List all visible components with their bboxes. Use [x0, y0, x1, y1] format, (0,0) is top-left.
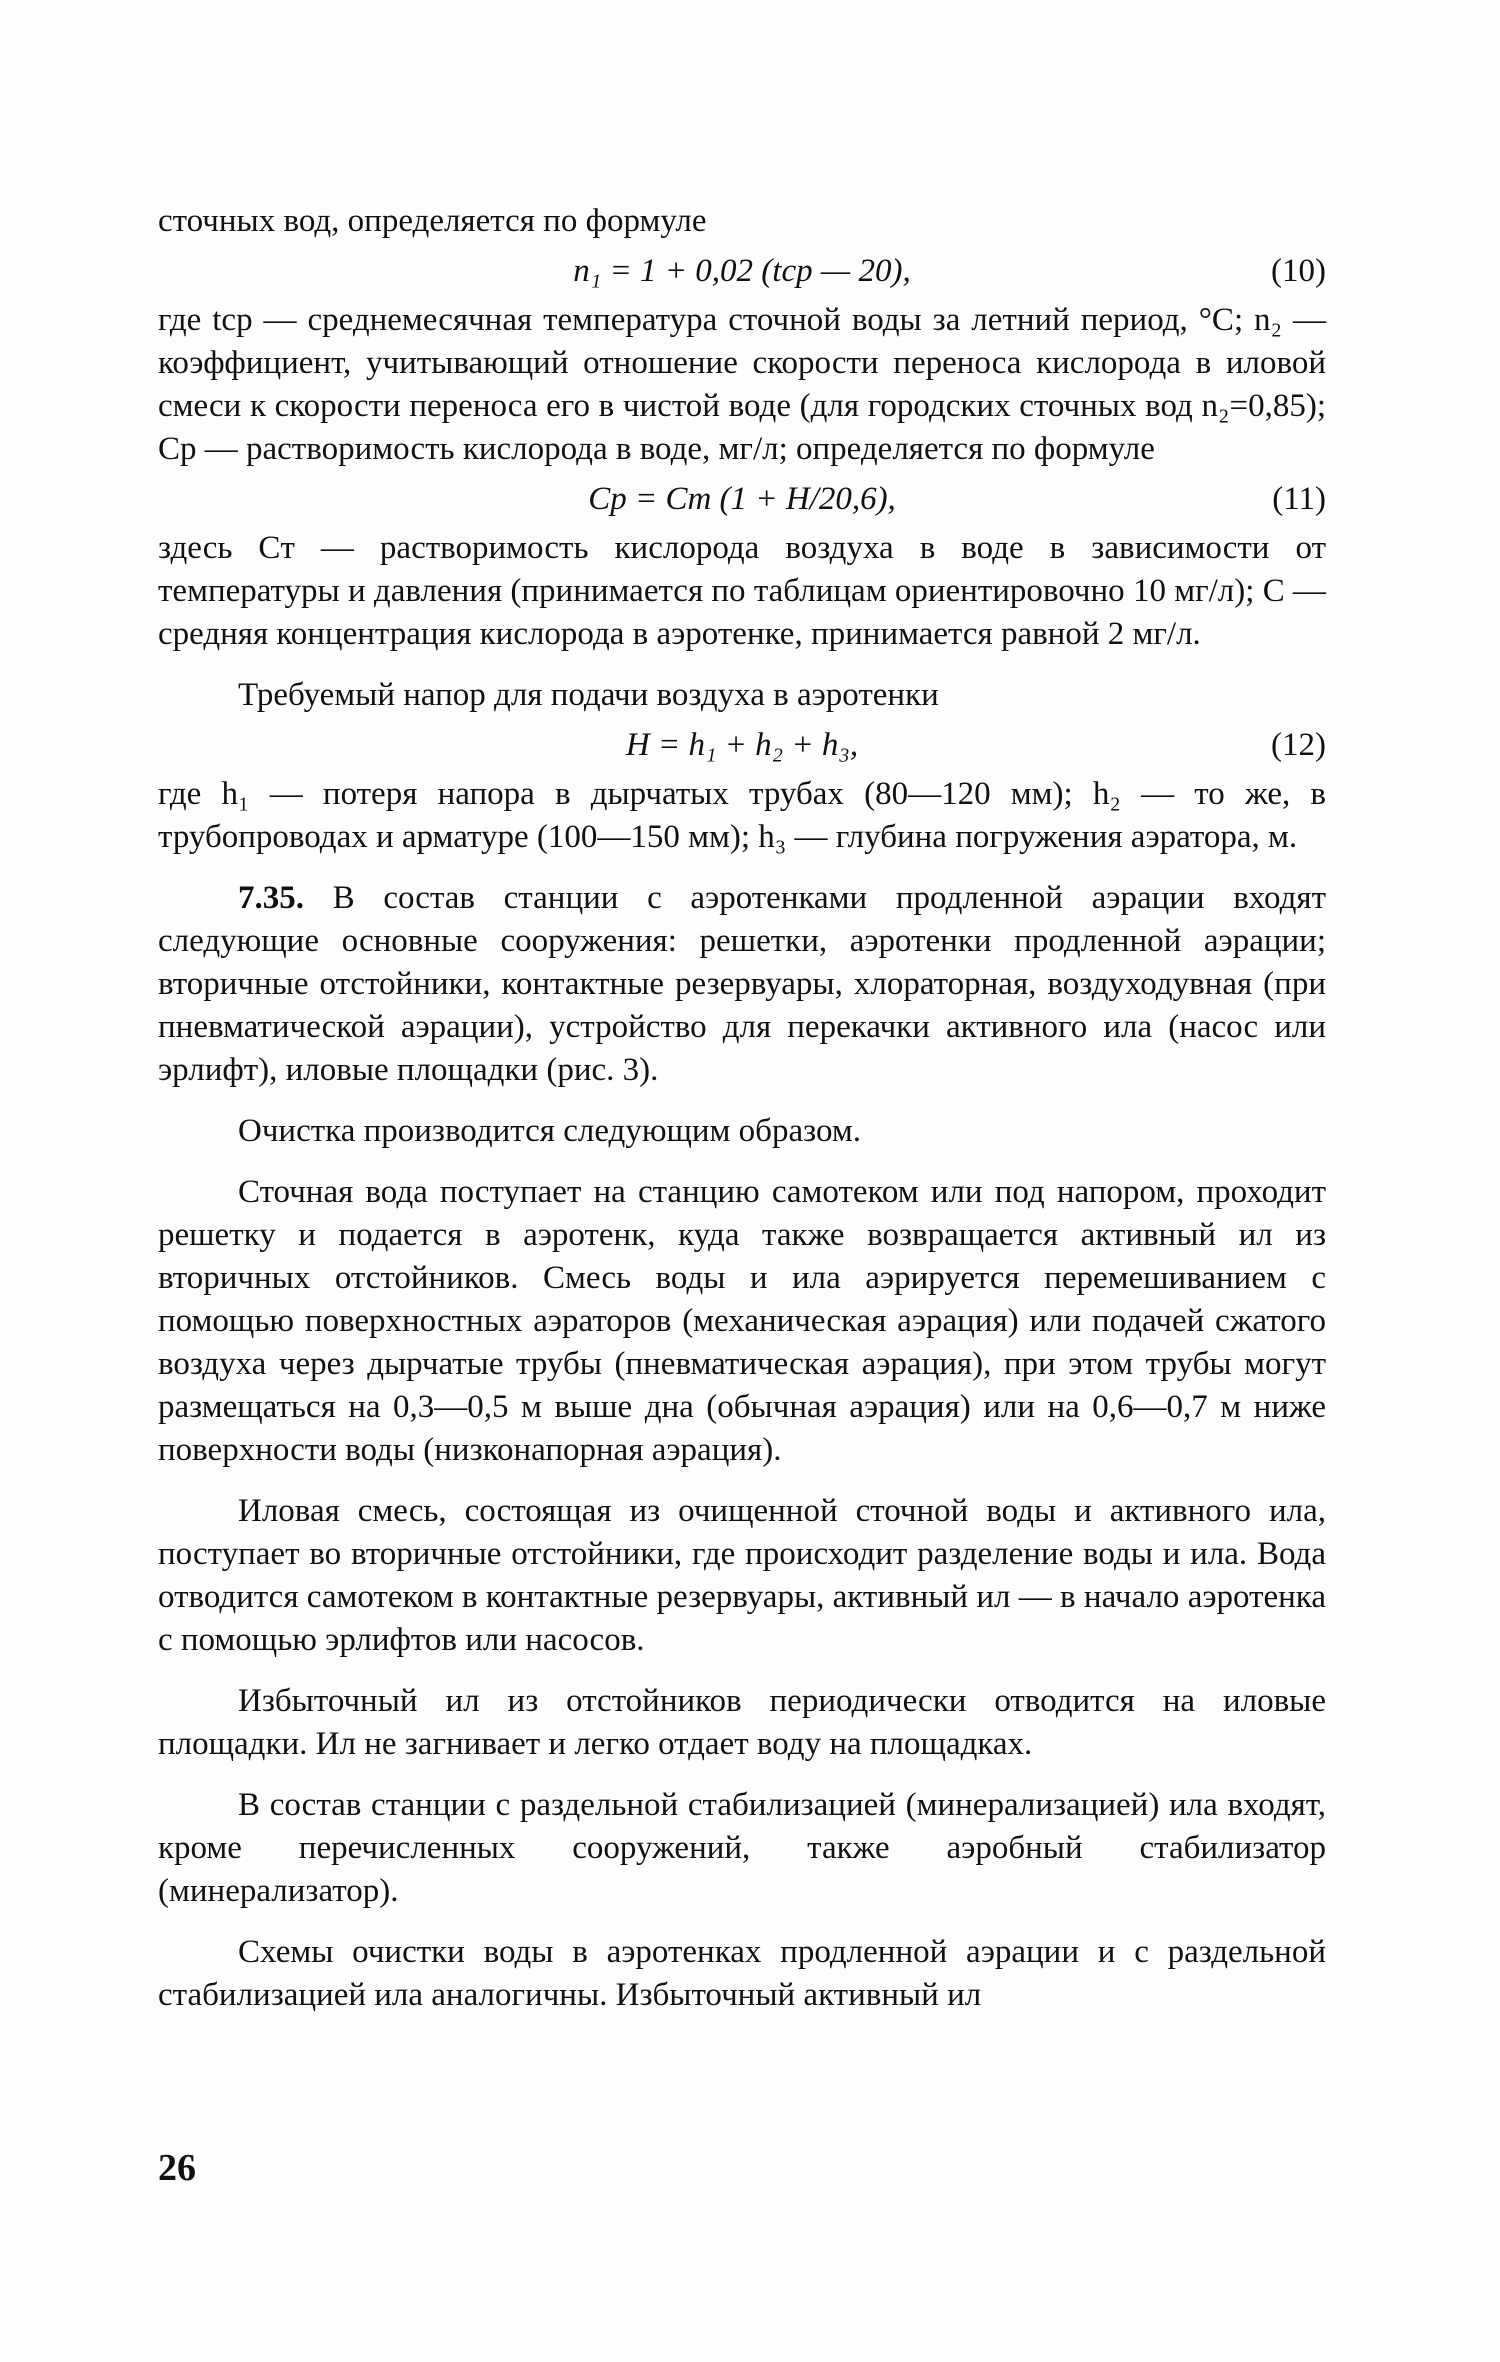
paragraph-excess-sludge: Избыточный ил из отстойников периодически отводится на иловые площадки. Ил не загнивает и легко отдает воду на площадках. [158, 1683, 1326, 1762]
paragraph-here: здесь Cт — растворимость кислорода воздуха в воде в зависимости от температуры и давления (принимается по таблицам ориентировочно 10 мг/л); C — средняя концентрация кислорода в аэротенке, принимается равной 2 мг/л. [158, 530, 1326, 652]
equation-12-number: (12) [1271, 727, 1326, 763]
paragraph-7-35 [158, 877, 1326, 1092]
paragraph-cleaning: Очистка производится следующим образом. [238, 1113, 861, 1149]
equation-11 [158, 471, 1326, 527]
section-number-7-35: 7.35. [238, 880, 304, 916]
paragraph-where-1: где tср — среднемесячная температура сточной воды за летний период, °С; n₂ — коэффициент, учитывающий отношение скорости переноса кислорода в иловой смеси к скорости переноса его в чистой воде (для городских сточных вод n₂=0,85); Cр — растворимость кислорода в воде, мг/л; определяется по формуле [158, 302, 1326, 467]
text-column [158, 200, 1326, 2017]
equation-10-number: (10) [1271, 253, 1326, 289]
page-number: 26 [158, 2147, 196, 2189]
paragraph-sludge-mix: Иловая смесь, состоящая из очищенной сточной воды и активного ила, поступает во вторичные отстойники, где происходит разделение воды и ила. Вода отводится самотеком в контактные резервуары, активный ил — в начало аэротенка с помощью эрлифтов или насосов. [158, 1493, 1326, 1658]
equation-11-expression: Cр = Cт (1 + H/20,6), [588, 481, 896, 517]
equation-10 [158, 243, 1326, 299]
paragraph-7-35-text: В состав станции с аэротенками продленной аэрации входят следующие основные сооружения: решетки, аэротенки продленной аэрации; вторичные отстойники, контактные резервуары, хлораторная, воздуходувная (при пневматической аэрации), устройство для перекачки активного ила (насос или эрлифт), иловые площадки (рис. 3). [158, 880, 1326, 1088]
paragraph-where-2: где h₁ — потеря напора в дырчатых трубах (80—120 мм); h₂ — то же, в трубопроводах и арматуре (100—150 мм); h₃ — глубина погружения аэратора, м. [158, 776, 1326, 855]
paragraph-intro: сточных вод, определяется по формуле [158, 203, 707, 239]
paragraph-required-head: Требуемый напор для подачи воздуха в аэротенки [238, 677, 939, 713]
equation-11-number: (11) [1272, 481, 1326, 517]
paragraph-stabilization: В состав станции с раздельной стабилизацией (минерализацией) ила входят, кроме перечисленных сооружений, также аэробный стабилизатор (минерализатор). [158, 1787, 1326, 1909]
paragraph-schemes: Схемы очистки воды в аэротенках продленной аэрации и с раздельной стабилизацией ила аналогичны. Избыточный активный ил [158, 1934, 1326, 2013]
equation-12-expression: H = h₁ + h₂ + h₃, [625, 727, 859, 763]
paragraph-wastewater: Сточная вода поступает на станцию самотеком или под напором, проходит решетку и подается в аэротенк, куда также возвращается активный ил из вторичных отстойников. Смесь воды и ила аэрируется перемешиванием с помощью поверхностных аэраторов (механическая аэрация) или подачей сжатого воздуха через дырчатые трубы (пневматическая аэрация), при этом трубы могут размещаться на 0,3—0,5 м выше дна (обычная аэрация) или на 0,6—0,7 м ниже поверхности воды (низконапорная аэрация). [158, 1174, 1326, 1468]
equation-12 [158, 717, 1326, 773]
equation-10-expression: n₁ = 1 + 0,02 (tср — 20), [573, 253, 911, 289]
